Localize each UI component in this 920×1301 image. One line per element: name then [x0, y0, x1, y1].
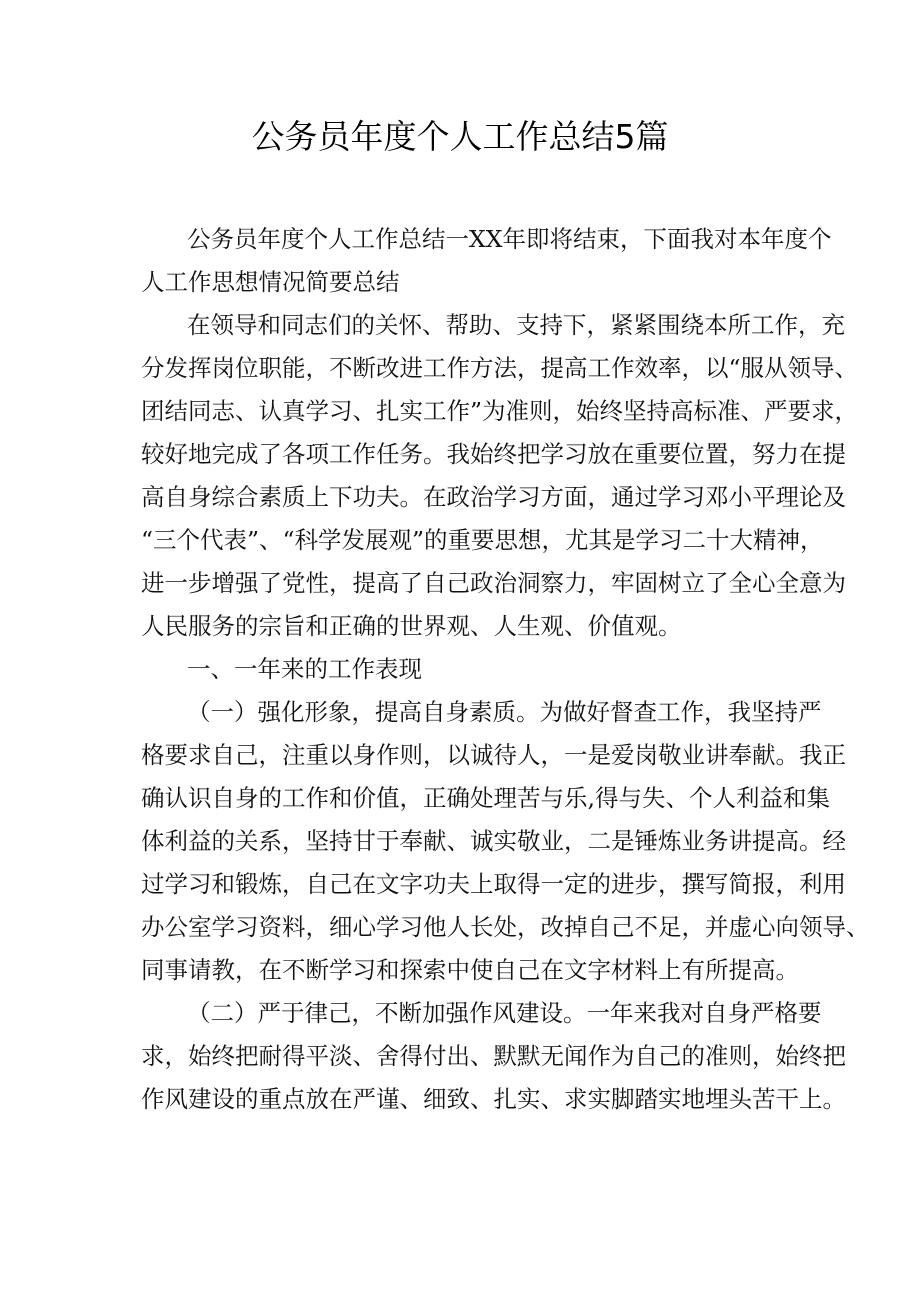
text-line: 同事请教，在不断学习和探索中使自己在文字材料上有所提高。 [141, 956, 799, 984]
text-line: “三个代表”、“科学发展观”的重要思想，尤其是学习二十大精神， [141, 526, 824, 554]
paragraph [141, 691, 870, 992]
paragraph [141, 992, 846, 1121]
text-line: 格要求自己，注重以身作则，以诚待人，一是爱岗敬业讲奉献。我正 [141, 741, 846, 769]
text-line: 一、一年来的工作表现 [187, 655, 422, 683]
text-line: （一）强化形象，提高自身素质。为做好督查工作，我坚持严 [187, 698, 822, 726]
text-line: （二）严于律己，不断加强作风建设。一年来我对自身严格要 [187, 999, 822, 1027]
text-line: 求，始终把耐得平淡、舍得付出、默默无闻作为自己的准则，始终把 [141, 1042, 846, 1070]
text-line: 公务员年度个人工作总结一XX年即将结束，下面我对本年度个 [187, 225, 832, 253]
text-line: 在领导和同志们的关怀、帮助、支持下，紧紧围绕本所工作，充 [187, 311, 845, 339]
text-line: 分发挥岗位职能，不断改进工作方法，提高工作效率，以“服从领导、 [141, 354, 859, 382]
document-body [141, 218, 870, 1121]
text-line: 较好地完成了各项工作任务。我始终把学习放在重要位置，努力在提 [141, 440, 846, 468]
text-line: 进一步增强了党性，提高了自己政治洞察力，牢固树立了全心全意为 [141, 569, 846, 597]
text-line: 体利益的关系，坚持甘于奉献、诚实敬业，二是锤炼业务讲提高。经 [141, 827, 846, 855]
paragraph [141, 218, 832, 304]
text-line: 过学习和锻炼，自己在文字功夫上取得一定的进步，撰写简报，利用 [141, 870, 846, 898]
text-line: 办公室学习资料，细心学习他人长处，改掉自己不足，并虚心向领导、 [141, 913, 870, 941]
text-line: 确认识自身的工作和价值，正确处理苦与乐,得与失、个人利益和集 [141, 784, 830, 812]
document-title: 公务员年度个人工作总结5篇 [251, 117, 669, 156]
paragraph [141, 648, 801, 691]
text-line: 人工作思想情况简要总结 [141, 268, 400, 296]
paragraph [141, 304, 859, 648]
text-line: 作风建设的重点放在严谨、细致、扎实、求实脚踏实地埋头苦干上。 [141, 1085, 846, 1113]
text-line: 团结同志、认真学习、扎实工作”为准则，始终坚持高标准、严要求， [141, 397, 859, 425]
text-line: 人民服务的宗旨和正确的世界观、人生观、价值观。 [141, 612, 682, 640]
text-line: 高自身综合素质上下功夫。在政治学习方面，通过学习邓小平理论及 [141, 483, 846, 511]
